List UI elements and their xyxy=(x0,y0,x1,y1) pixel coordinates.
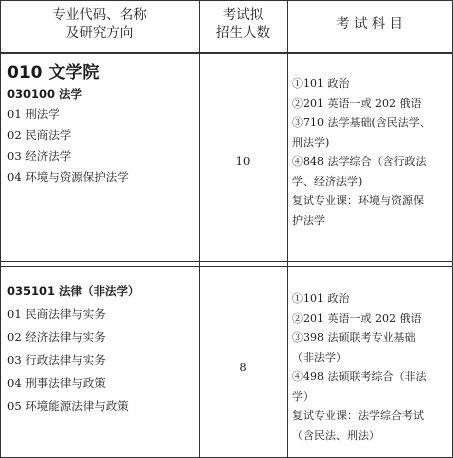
subject-line: （非法学） xyxy=(292,350,347,364)
direction-item: 05 环境能源法律与政策 xyxy=(7,399,129,413)
major-title: 035101 法律（非法学） xyxy=(7,284,140,298)
subject-line: ③398 法硕联考专业基础 xyxy=(292,331,416,344)
direction-item: 04 刑事法律与政策 xyxy=(7,376,106,390)
direction-item: 04 环境与资源保护法学 xyxy=(7,170,129,184)
header-major-code-name xyxy=(0,6,199,42)
subject-line: （含民法、刑法） xyxy=(292,428,380,442)
subject-line: 护法学 xyxy=(292,213,325,227)
section1-bottom-border xyxy=(0,261,453,262)
section2-enrollment: 8 xyxy=(239,360,247,374)
direction-item: 03 行政法律与实务 xyxy=(7,353,106,367)
table-top-border xyxy=(0,0,453,1)
college-title: 010 文学院 xyxy=(7,63,100,83)
section2-subjects xyxy=(292,289,450,445)
header-exam-subjects xyxy=(287,15,452,33)
header-col3: 考 试 科 目 xyxy=(336,16,403,32)
col-divider-2 xyxy=(287,0,288,458)
header-bottom-border xyxy=(0,52,453,54)
subject-line: 学） xyxy=(292,389,314,403)
section2-top-border xyxy=(0,266,453,267)
header-col2-line1: 考试拟 xyxy=(222,7,264,23)
subject-line: 复试专业课：环境与资源保 xyxy=(292,194,424,207)
direction-item: 01 民商法律与实务 xyxy=(7,307,106,321)
subject-line: ④498 法硕联考综合（非法 xyxy=(292,370,427,383)
direction-item: 02 经济法律与实务 xyxy=(7,330,106,344)
subject-line: ①101 政治 xyxy=(292,77,350,90)
col-divider-1 xyxy=(199,0,200,458)
subject-line: ②201 英语一或 202 俄语 xyxy=(292,311,422,325)
section2-left xyxy=(7,279,140,418)
direction-item: 03 经济法学 xyxy=(7,149,72,163)
section1-subjects xyxy=(292,74,450,230)
section1-left xyxy=(7,62,129,188)
subject-line: ①101 政治 xyxy=(292,292,350,305)
header-enrollment xyxy=(199,6,287,42)
header-col1-line2: 及研究方向 xyxy=(65,25,134,41)
direction-item: 02 民商法学 xyxy=(7,128,72,142)
major-title: 030100 法学 xyxy=(7,87,83,101)
direction-item: 01 刑法学 xyxy=(7,107,60,121)
header-col1-line1: 专业代码、名称 xyxy=(52,7,147,23)
subject-line: ③710 法学基础(含民法学、 xyxy=(292,116,431,129)
subject-line: 刑法学) xyxy=(292,135,330,149)
subject-line: 学、经济法学) xyxy=(292,174,363,188)
subject-line: ④848 法学综合（含行政法 xyxy=(292,155,427,168)
subject-line: 复试专业课：法学综合考试 xyxy=(292,409,424,422)
header-col2-line2: 招生人数 xyxy=(216,25,270,41)
subject-line: ②201 英语一或 202 俄语 xyxy=(292,96,422,110)
section1-enrollment: 10 xyxy=(235,154,251,168)
table-left-border xyxy=(0,0,1,458)
